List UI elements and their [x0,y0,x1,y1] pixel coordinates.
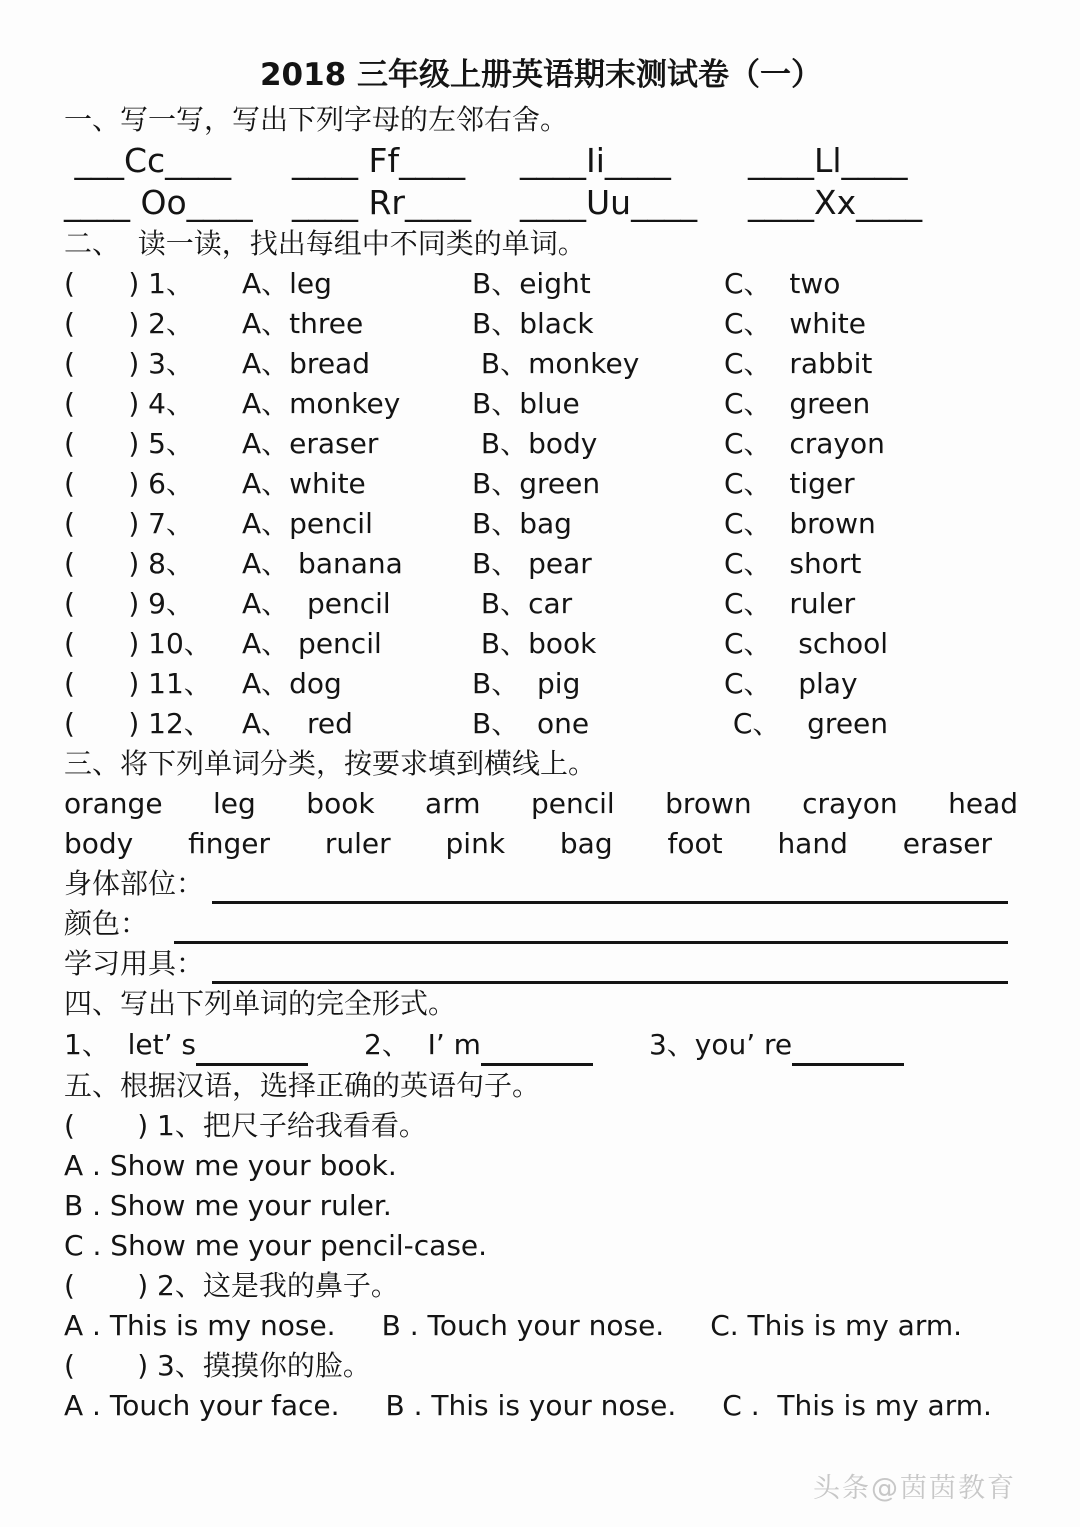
option-c: C、 rabbit [724,347,873,380]
option-a: A、pencil [242,507,373,540]
option-c: C、 brown [724,507,876,540]
question-1-option-b: B . Show me your ruler. [64,1189,392,1222]
answer-blank-line [196,1031,308,1066]
question-3-option-a: A . Touch your face. [64,1389,340,1422]
question-1-option-c: C . Show me your pencil-case. [64,1229,488,1262]
letters-row-2 [64,182,1018,224]
section2-items [64,264,1018,744]
choice-prefix: ( ) 10、 [64,627,212,660]
wordbank-word: brown [665,787,752,820]
option-a: A、 pencil [242,587,391,620]
section2-heading: 二、 读一读，找出每组中不同类的单词。 [64,227,586,260]
section4-heading: 四、写出下列单词的完全形式。 [64,987,457,1020]
wordbank-row-2 [64,824,1018,864]
choice-row [64,704,1018,744]
question-3-options [64,1386,1018,1426]
page-title: 2018 三年级上册英语期末测试卷（一） [259,57,823,93]
option-a: A、dog [242,667,342,700]
letter-blank-cell: ____ Ff____ [292,141,466,180]
question-1-option-a: A . Show me your book. [64,1149,397,1182]
option-b: B、green [472,467,601,500]
contraction-item: 2、 I’ m [364,1028,481,1061]
wordbank-word: leg [213,787,256,820]
choice-prefix: ( ) 9、 [64,587,194,620]
wordbank-row-1 [64,784,1018,824]
choice-row [64,464,1018,504]
wordbank-word: pencil [530,787,615,820]
option-a: A、three [242,307,364,340]
letter-blank-cell: ____Ii____ [520,141,671,180]
watermark: 头条@茵茵教育 [813,1473,1016,1504]
contraction-item: 1、 let’ s [64,1028,196,1061]
choice-prefix: ( ) 11、 [64,667,212,700]
option-c: C、 play [724,667,858,700]
option-a: A、 red [242,707,353,740]
wordbank-word: arm [425,787,481,820]
wordbank-word: finger [188,827,271,860]
choice-prefix: ( ) 2、 [64,307,194,340]
category-lines [64,864,1018,984]
letter-blank-cell: ___Cc____ [64,141,232,180]
choice-row [64,584,1018,624]
choice-row [64,424,1018,464]
wordbank-word: foot [667,827,723,860]
option-b: B、car [472,587,573,620]
wordbank-word: orange [64,787,163,820]
choice-prefix: ( ) 5、 [64,427,194,460]
contraction-item: 3、you’ re [648,1028,793,1061]
option-a: A、 banana [242,547,403,580]
question-2-options [64,1306,1018,1346]
option-b: B、body [472,427,598,460]
wordbank-word: eraser [902,827,992,860]
option-c: C、 tiger [724,467,855,500]
question-2-option-c: C. This is my arm. [710,1309,963,1342]
choice-row [64,664,1018,704]
question-3-prefix: ( ) 3、摸摸你的脸。 [64,1349,371,1382]
choice-prefix: ( ) 8、 [64,547,194,580]
choice-row [64,624,1018,664]
category-row [64,944,1018,984]
category-row [64,904,1018,944]
choice-prefix: ( ) 4、 [64,387,194,420]
answer-blank-line [481,1031,593,1066]
contractions-row [64,1024,1018,1066]
wordbank-word: pink [445,827,506,860]
wordbank-word: book [306,787,375,820]
choice-row [64,264,1018,304]
wordbank-word: bag [559,827,613,860]
option-b: B、 one [472,707,590,740]
option-c: C、 white [724,307,866,340]
section1-heading: 一、写一写，写出下列字母的左邻右舍。 [64,103,569,136]
option-c: C、 green [724,707,889,740]
letter-blank-cell: ____Ll____ [748,141,908,180]
category-label: 学习用具： [64,947,205,980]
choice-row [64,544,1018,584]
letter-blank-cell: ____Uu____ [520,183,698,222]
option-c: C、 crayon [724,427,885,460]
question-1-prefix: ( ) 1、把尺子给我看看。 [64,1109,427,1142]
option-b: B、black [472,307,594,340]
wordbank-word: hand [777,827,848,860]
option-c: C、 green [724,387,871,420]
question-3-option-b: B . This is your nose. [385,1389,677,1422]
option-a: A、white [242,467,366,500]
wordbank-word: head [948,787,1018,820]
question-3-option-c: C . This is my arm. [722,1389,992,1422]
letter-blank-cell: ____Xx____ [748,183,923,222]
option-a: A、monkey [242,387,401,420]
option-a: A、 pencil [242,627,382,660]
choice-prefix: ( ) 6、 [64,467,194,500]
question-2-option-b: B . Touch your nose. [381,1309,665,1342]
wordbank-word: crayon [802,787,898,820]
option-b: B、 pig [472,667,581,700]
option-b: B、monkey [472,347,640,380]
option-b: B、eight [472,267,591,300]
category-row [64,864,1018,904]
choice-row [64,504,1018,544]
category-blank-line [212,949,1008,984]
letter-blank-cell: ____ Oo____ [64,183,253,222]
question-2-option-a: A . This is my nose. [64,1309,336,1342]
category-label: 身体部位： [64,867,205,900]
choice-prefix: ( ) 7、 [64,507,194,540]
choice-row [64,384,1018,424]
option-b: B、book [472,627,597,660]
choice-prefix: ( ) 12、 [64,707,212,740]
category-blank-line [212,869,1008,904]
choice-prefix: ( ) 1、 [64,267,194,300]
letters-row-1 [64,140,1018,182]
option-c: C、 two [724,267,841,300]
option-a: A、eraser [242,427,379,460]
option-a: A、bread [242,347,370,380]
category-label: 颜色： [64,907,166,940]
choice-prefix: ( ) 3、 [64,347,194,380]
answer-blank-line [792,1031,904,1066]
option-c: C、 school [724,627,889,660]
question-2-prefix: ( ) 2、这是我的鼻子。 [64,1269,399,1302]
option-c: C、 ruler [724,587,856,620]
choice-row [64,304,1018,344]
option-b: B、bag [472,507,572,540]
option-b: B、blue [472,387,580,420]
choice-row [64,344,1018,384]
section3-heading: 三、将下列单词分类，按要求填到横线上。 [64,747,597,780]
option-b: B、 pear [472,547,592,580]
letter-blank-cell: ____ Rr____ [292,183,471,222]
category-blank-line [174,909,1008,944]
option-a: A、leg [242,267,332,300]
wordbank-word: body [64,827,134,860]
option-c: C、 short [724,547,862,580]
wordbank-word: ruler [324,827,391,860]
section5-heading: 五、根据汉语，选择正确的英语句子。 [64,1069,541,1102]
